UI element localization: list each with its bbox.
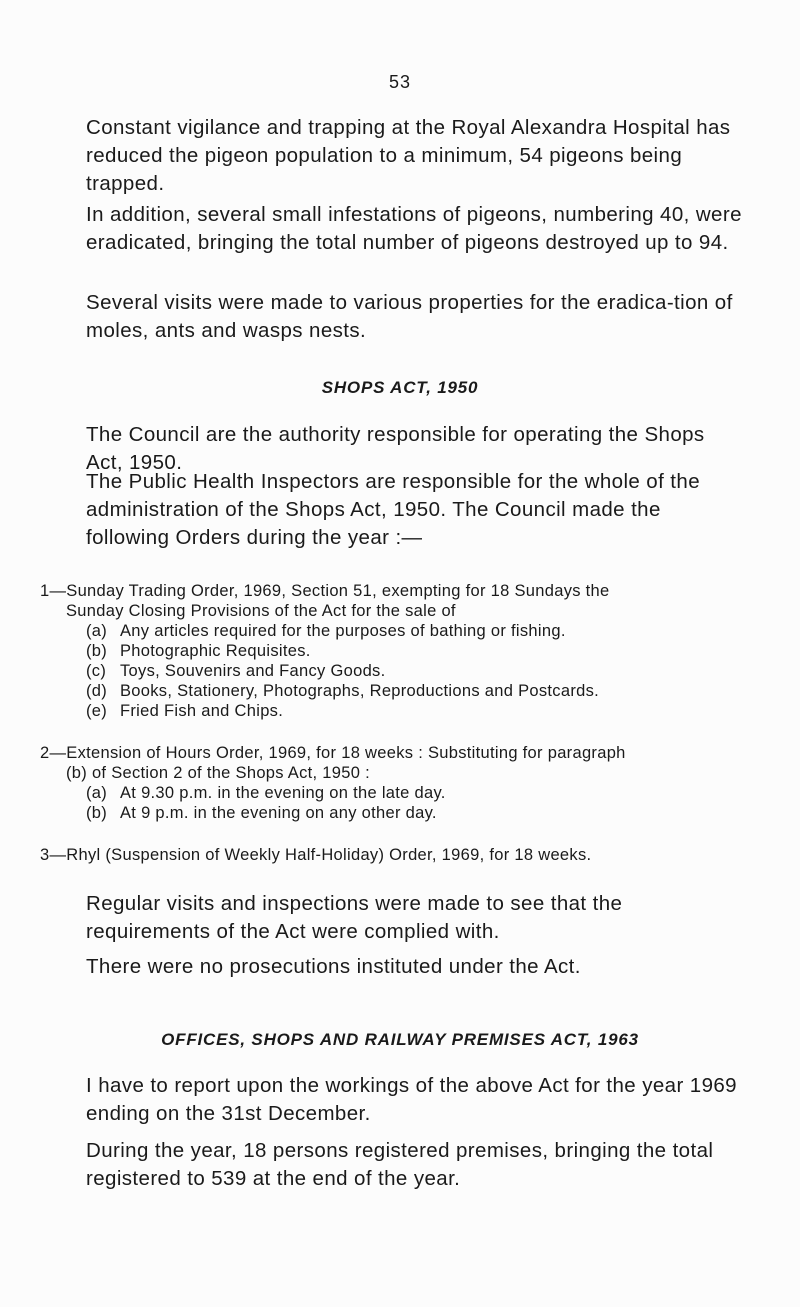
- order-1-item-a: [40, 621, 760, 641]
- order-1-line-1: 1—Sunday Trading Order, 1969, Section 51, exempting for 18 Sundays the: [40, 582, 610, 600]
- shops-act-paragraph-inspections: Regular visits and inspections were made to see that the requirements of the Act were complied with.: [86, 892, 623, 943]
- item-text: Books, Stationery, Photographs, Reproductions and Postcards.: [120, 682, 600, 700]
- item-text: At 9 p.m. in the evening on any other day.: [120, 804, 437, 822]
- intro-paragraph-pigeons-hospital: Constant vigilance and trapping at the Royal Alexandra Hospital has reduced the pigeon population to a minimum, 54 pigeons being trapped.: [86, 116, 731, 195]
- shops-act-paragraph-prosecutions: There were no prosecutions instituted under the Act.: [86, 955, 581, 978]
- offices-act-paragraph-report: I have to report upon the workings of the above Act for the year 1969 ending on the 31st December.: [86, 1074, 737, 1125]
- order-2-line-1: 2—Extension of Hours Order, 1969, for 18 weeks : Substituting for paragraph: [40, 744, 626, 762]
- order-2-line-2: (b) of Section 2 of the Shops Act, 1950 :: [66, 764, 370, 782]
- item-label: (d): [86, 682, 108, 700]
- item-text: Toys, Souvenirs and Fancy Goods.: [120, 662, 386, 680]
- shops-act-paragraph-inspectors: The Public Health Inspectors are responsible for the whole of the administration of the Shops Act, 1950. The Council made the following Orders during the year :—: [86, 470, 700, 549]
- item-text: Any articles required for the purposes of bathing or fishing.: [120, 622, 566, 640]
- order-1-item-d: [40, 681, 760, 701]
- order-1: [40, 581, 760, 721]
- item-label: (a): [86, 622, 108, 640]
- order-1-line-2: Sunday Closing Provisions of the Act for the sale of: [66, 602, 456, 620]
- offices-act-heading: OFFICES, SHOPS AND RAILWAY PREMISES ACT, 1963: [161, 1030, 639, 1049]
- order-2: [40, 743, 760, 823]
- shops-act-heading: SHOPS ACT, 1950: [321, 378, 479, 397]
- order-2-item-b: [40, 803, 760, 823]
- item-text: Photographic Requisites.: [120, 642, 311, 660]
- item-label: (c): [86, 662, 107, 680]
- page-number: 53: [388, 72, 412, 92]
- order-3: [40, 845, 760, 865]
- item-label: (e): [86, 702, 108, 720]
- order-2-item-a: [40, 783, 760, 803]
- item-text: Fried Fish and Chips.: [120, 702, 284, 720]
- intro-paragraph-moles: Several visits were made to various properties for the eradica-tion of moles, ants and wasps nests.: [86, 291, 733, 342]
- item-text: At 9.30 p.m. in the evening on the late day.: [120, 784, 446, 802]
- order-1-item-c: [40, 661, 760, 681]
- offices-act-paragraph-registered: During the year, 18 persons registered premises, bringing the total registered to 539 at the end of the year.: [86, 1139, 714, 1190]
- order-1-item-b: [40, 641, 760, 661]
- intro-paragraph-pigeons-total: In addition, several small infestations of pigeons, numbering 40, were eradicated, bringing the total number of pigeons destroyed up to 94.: [86, 203, 742, 254]
- item-label: (a): [86, 784, 108, 802]
- order-3-line-1: 3—Rhyl (Suspension of Weekly Half-Holiday) Order, 1969, for 18 weeks.: [40, 846, 592, 864]
- item-label: (b): [86, 804, 108, 822]
- order-1-item-e: [40, 701, 760, 721]
- item-label: (b): [86, 642, 108, 660]
- shops-act-paragraph-authority: The Council are the authority responsible for operating the Shops Act, 1950.: [86, 423, 705, 474]
